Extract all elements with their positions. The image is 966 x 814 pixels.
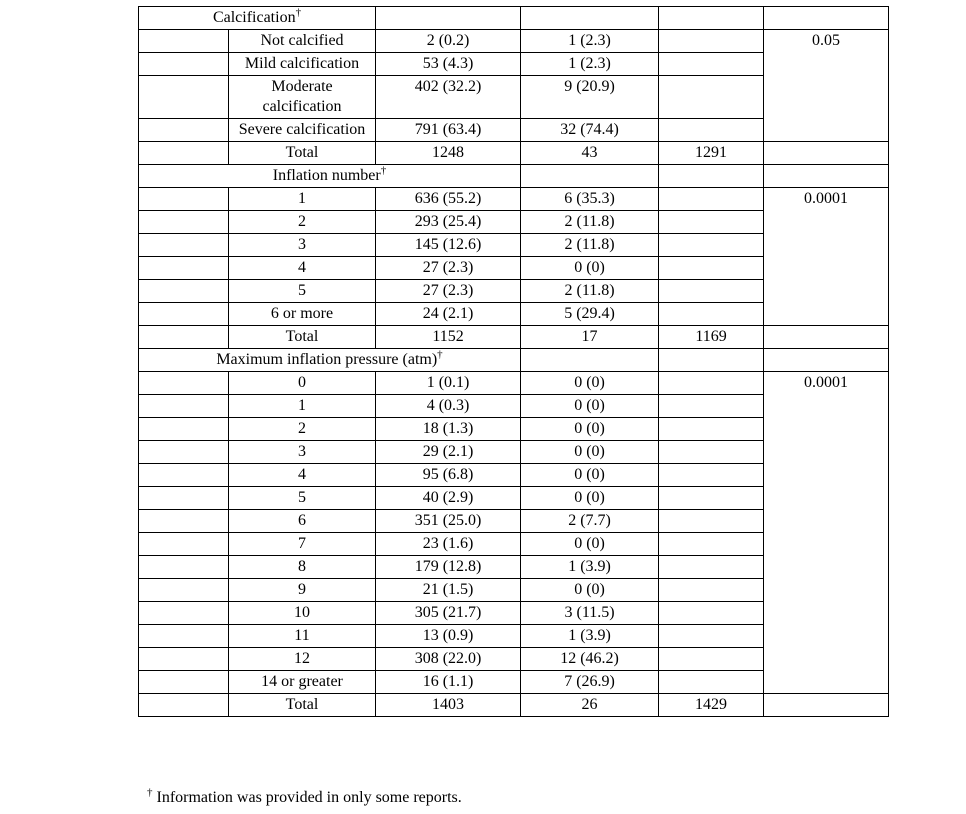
empty-cell [521,7,659,30]
section-header-row [139,349,889,372]
group2-total-cell: 17 [521,326,659,349]
overall-cell [659,119,764,142]
indent-cell [139,487,229,510]
row-label-cell: 4 [229,464,376,487]
row-label-cell: 12 [229,648,376,671]
group2-value-cell: 0 (0) [521,372,659,395]
indent-cell [139,280,229,303]
overall-cell [659,671,764,694]
row-label-cell: 10 [229,602,376,625]
group2-value-cell: 32 (74.4) [521,119,659,142]
group2-value-cell: 1 (3.9) [521,625,659,648]
section-title: Inflation number [272,167,381,184]
group1-value-cell: 95 (6.8) [376,464,521,487]
overall-total-cell: 1429 [659,694,764,717]
group2-value-cell: 1 (2.3) [521,30,659,53]
indent-cell [139,694,229,717]
overall-cell [659,303,764,326]
empty-cell [764,165,889,188]
row-label-cell: 1 [229,188,376,211]
group1-value-cell: 16 (1.1) [376,671,521,694]
group2-value-cell: 0 (0) [521,533,659,556]
indent-cell [139,257,229,280]
section-title: Calcification [212,9,296,26]
group1-value-cell: 179 (12.8) [376,556,521,579]
empty-cell [659,7,764,30]
indent-cell [139,556,229,579]
group1-value-cell: 23 (1.6) [376,533,521,556]
row-label-cell: 2 [229,418,376,441]
group2-value-cell: 3 (11.5) [521,602,659,625]
group1-value-cell: 40 (2.9) [376,487,521,510]
empty-cell [659,349,764,372]
empty-cell [764,326,889,349]
group1-value-cell: 4 (0.3) [376,395,521,418]
empty-cell [521,165,659,188]
empty-cell [521,349,659,372]
group2-value-cell: 6 (35.3) [521,188,659,211]
group1-value-cell: 13 (0.9) [376,625,521,648]
indent-cell [139,510,229,533]
group2-value-cell: 1 (2.3) [521,53,659,76]
indent-cell [139,211,229,234]
row-label-cell: 9 [229,579,376,602]
group1-value-cell: 2 (0.2) [376,30,521,53]
group2-value-cell: 2 (7.7) [521,510,659,533]
group2-total-cell: 26 [521,694,659,717]
dagger-mark: † [147,786,153,799]
indent-cell [139,119,229,142]
overall-cell [659,257,764,280]
overall-cell [659,188,764,211]
empty-cell [659,165,764,188]
group2-value-cell: 0 (0) [521,464,659,487]
row-label-cell: 6 or more [229,303,376,326]
indent-cell [139,30,229,53]
group2-value-cell: 0 (0) [521,441,659,464]
group2-value-cell: 1 (3.9) [521,556,659,579]
group1-value-cell: 402 (32.2) [376,76,521,119]
row-label-cell: 5 [229,487,376,510]
row-label-cell: 14 or greater [229,671,376,694]
section-title: Maximum inflation pressure (atm) [216,351,438,368]
overall-cell [659,76,764,119]
group2-value-cell: 5 (29.4) [521,303,659,326]
p-value-cell: 0.05 [764,30,889,142]
footnote-text: Information was provided in only some reports. [156,789,462,806]
row-label-cell: 8 [229,556,376,579]
row-label-cell: 2 [229,211,376,234]
dagger-mark: † [437,348,443,361]
empty-cell [376,7,521,30]
section-header-cell [139,7,376,30]
overall-total-cell: 1169 [659,326,764,349]
overall-cell [659,579,764,602]
group2-value-cell: 0 (0) [521,395,659,418]
indent-cell [139,625,229,648]
indent-cell [139,441,229,464]
group1-value-cell: 27 (2.3) [376,257,521,280]
group1-value-cell: 21 (1.5) [376,579,521,602]
overall-cell [659,395,764,418]
table-container [138,6,889,717]
row-label-cell: 6 [229,510,376,533]
group1-value-cell: 18 (1.3) [376,418,521,441]
group1-value-cell: 29 (2.1) [376,441,521,464]
group2-value-cell: 7 (26.9) [521,671,659,694]
group1-value-cell: 53 (4.3) [376,53,521,76]
overall-cell [659,372,764,395]
overall-cell [659,510,764,533]
dagger-mark: † [380,164,387,177]
indent-cell [139,142,229,165]
group2-value-cell: 2 (11.8) [521,280,659,303]
data-row [139,30,889,53]
overall-cell [659,533,764,556]
statistical-table [138,6,889,717]
empty-cell [764,694,889,717]
empty-cell [764,142,889,165]
section-header-cell [139,349,521,372]
overall-cell [659,30,764,53]
group1-total-cell: 1248 [376,142,521,165]
total-row [139,326,889,349]
group2-total-cell: 43 [521,142,659,165]
indent-cell [139,326,229,349]
indent-cell [139,372,229,395]
indent-cell [139,234,229,257]
indent-cell [139,76,229,119]
overall-cell [659,648,764,671]
dagger-mark: † [295,6,302,19]
group2-value-cell: 12 (46.2) [521,648,659,671]
overall-cell [659,418,764,441]
table-body [139,7,889,717]
row-label-cell: 0 [229,372,376,395]
total-row [139,142,889,165]
row-label-cell: 1 [229,395,376,418]
row-label-cell: 4 [229,257,376,280]
row-label-cell: Mild calcification [229,53,376,76]
total-label-cell: Total [229,142,376,165]
section-header-cell [139,165,521,188]
indent-cell [139,671,229,694]
group2-value-cell: 2 (11.8) [521,211,659,234]
data-row [139,188,889,211]
group2-value-cell: 9 (20.9) [521,76,659,119]
group1-total-cell: 1152 [376,326,521,349]
overall-cell [659,602,764,625]
overall-cell [659,280,764,303]
group1-value-cell: 145 (12.6) [376,234,521,257]
indent-cell [139,303,229,326]
row-label-cell: 5 [229,280,376,303]
overall-cell [659,487,764,510]
group1-value-cell: 24 (2.1) [376,303,521,326]
row-label-cell: Not calcified [229,30,376,53]
row-label-cell: 7 [229,533,376,556]
indent-cell [139,648,229,671]
row-label-cell: Moderate calcification [229,76,376,119]
group1-value-cell: 308 (22.0) [376,648,521,671]
total-label-cell: Total [229,694,376,717]
group1-value-cell: 27 (2.3) [376,280,521,303]
overall-cell [659,53,764,76]
overall-cell [659,441,764,464]
empty-cell [764,349,889,372]
group2-value-cell: 2 (11.8) [521,234,659,257]
group1-value-cell: 791 (63.4) [376,119,521,142]
group1-value-cell: 1 (0.1) [376,372,521,395]
overall-total-cell: 1291 [659,142,764,165]
group1-value-cell: 351 (25.0) [376,510,521,533]
table-footnote [147,788,462,808]
overall-cell [659,556,764,579]
group2-value-cell: 0 (0) [521,418,659,441]
group1-value-cell: 305 (21.7) [376,602,521,625]
indent-cell [139,464,229,487]
group2-value-cell: 0 (0) [521,487,659,510]
row-label-cell: 11 [229,625,376,648]
group1-value-cell: 293 (25.4) [376,211,521,234]
row-label-cell: Severe calcification [229,119,376,142]
indent-cell [139,579,229,602]
empty-cell [764,7,889,30]
total-row [139,694,889,717]
overall-cell [659,234,764,257]
group1-value-cell: 636 (55.2) [376,188,521,211]
p-value-cell: 0.0001 [764,372,889,694]
indent-cell [139,533,229,556]
indent-cell [139,188,229,211]
row-label-cell: 3 [229,234,376,257]
row-label-cell: 3 [229,441,376,464]
overall-cell [659,464,764,487]
indent-cell [139,53,229,76]
section-header-row [139,7,889,30]
indent-cell [139,418,229,441]
overall-cell [659,625,764,648]
overall-cell [659,211,764,234]
section-header-row [139,165,889,188]
data-row [139,372,889,395]
group1-total-cell: 1403 [376,694,521,717]
indent-cell [139,395,229,418]
indent-cell [139,602,229,625]
p-value-cell: 0.0001 [764,188,889,326]
group2-value-cell: 0 (0) [521,257,659,280]
total-label-cell: Total [229,326,376,349]
group2-value-cell: 0 (0) [521,579,659,602]
